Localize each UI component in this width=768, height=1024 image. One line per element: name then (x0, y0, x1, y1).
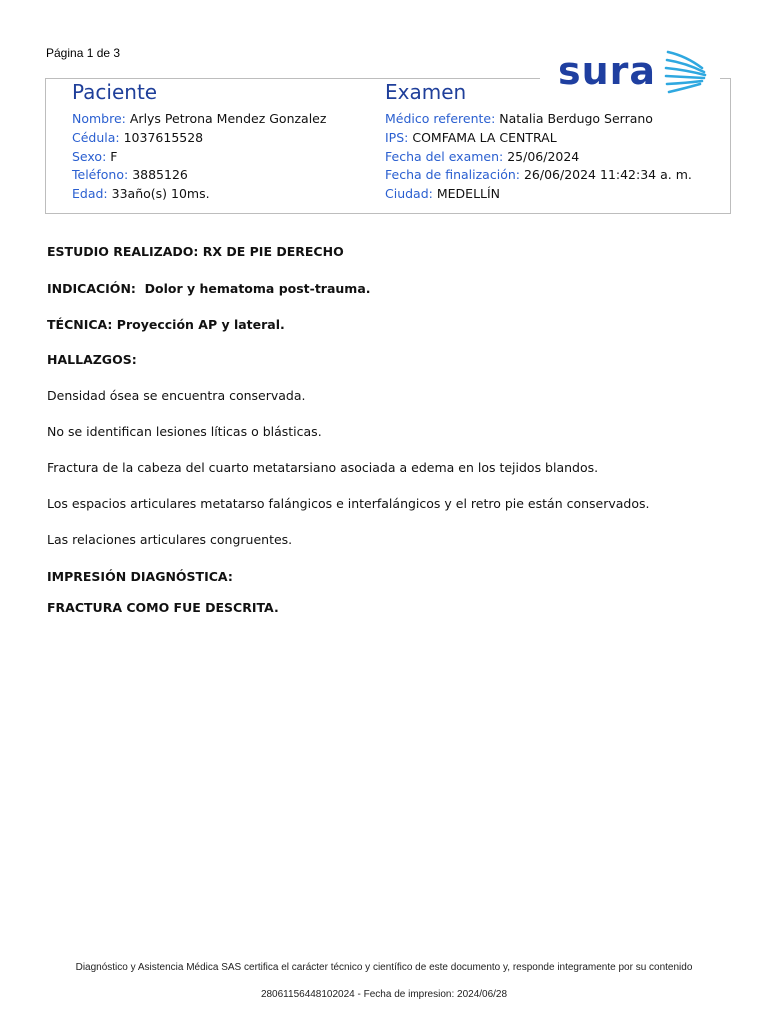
technique: TÉCNICA: Proyección AP y lateral. (47, 317, 285, 332)
impression-heading: IMPRESIÓN DIAGNÓSTICA: (47, 569, 233, 584)
finding-item: Los espacios articulares metatarso falángicos e interfalángicos y el retro pie están conservados. (47, 496, 650, 511)
patient-field: Teléfono: 3885126 (72, 167, 188, 183)
exam-field: Fecha del examen: 25/06/2024 (385, 148, 580, 164)
patient-field: Nombre: Arlys Petrona Mendez Gonzalez (72, 111, 327, 126)
footer-certification: Diagnóstico y Asistencia Médica SAS certifica el carácter técnico y científico de este documento y, responde integramente por su contenido (75, 962, 693, 973)
exam-field: Médico referente: Natalia Berdugo Serrano (385, 111, 653, 126)
patient-field: Sexo: F (72, 148, 118, 164)
exam-field: Ciudad: MEDELLÍN (385, 186, 501, 202)
patient-heading: Paciente (72, 80, 158, 104)
footer-print-info: 28061156448102024 - Fecha de impresion: 2024/06/28 (260, 989, 508, 1000)
page-number: Página 1 de 3 (46, 46, 121, 60)
study-title: ESTUDIO REALIZADO: RX DE PIE DERECHO (47, 244, 344, 259)
patient-field: Edad: 33año(s) 10ms. (72, 186, 210, 202)
findings-heading: HALLAZGOS: (47, 352, 137, 367)
finding-item: No se identifican lesiones líticas o blásticas. (47, 424, 322, 439)
exam-field: Fecha de finalización: 26/06/2024 11:42:34 a. m. (385, 167, 692, 183)
exam-heading: Examen (385, 80, 467, 104)
sura-logo (540, 40, 720, 104)
finding-item: Densidad ósea se encuentra conservada. (47, 388, 306, 403)
exam-field: IPS: COMFAMA LA CENTRAL (385, 129, 557, 145)
sura-wing-icon (666, 52, 705, 92)
patient-field: Cédula: 1037615528 (72, 129, 204, 145)
finding-item: Fractura de la cabeza del cuarto metatarsiano asociada a edema en los tejidos blandos. (47, 460, 599, 475)
indication: INDICACIÓN: Dolor y hematoma post-trauma. (47, 281, 371, 296)
svg-text:sura: sura (558, 49, 657, 93)
impression-text: FRACTURA COMO FUE DESCRITA. (47, 600, 279, 615)
finding-item: Las relaciones articulares congruentes. (47, 532, 293, 547)
